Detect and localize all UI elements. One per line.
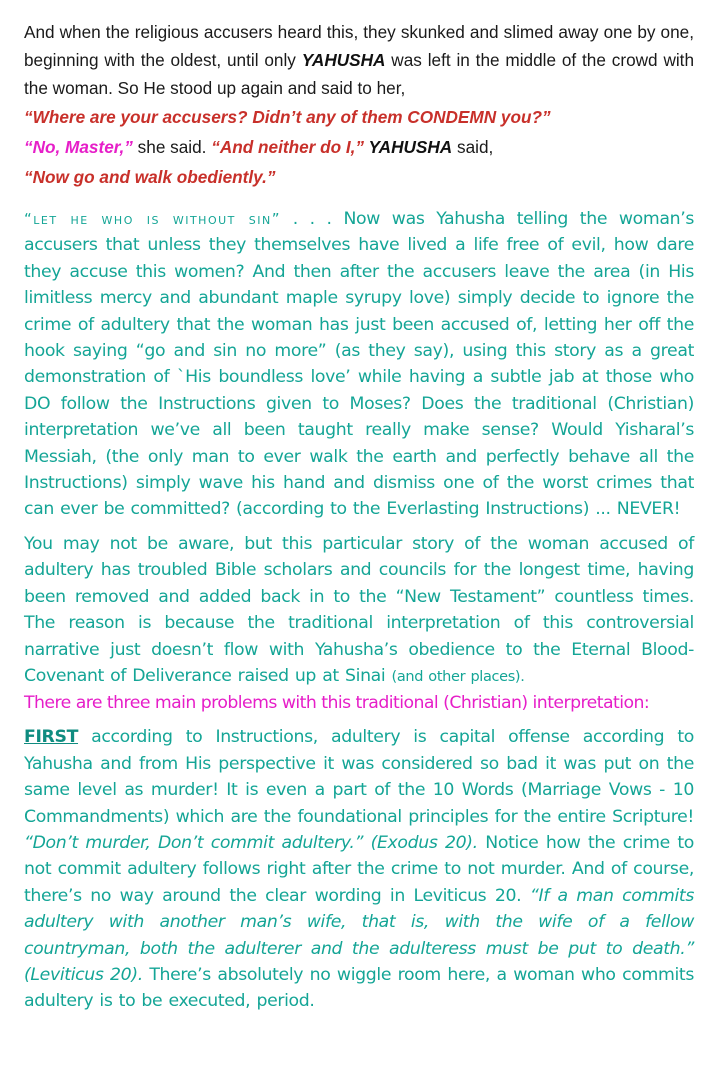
intro-paragraph (24, 18, 694, 102)
paragraph-3-text-c: There’s absolutely no wiggle room here, a woman who commits adultery is to be executed, period. (24, 964, 694, 1012)
commentary-paragraph-1 (24, 206, 694, 523)
quoted-phrase: “let he who is without sin” (24, 210, 281, 228)
paragraph-2-text: You may not be aware, but this particular story of the woman accused of adultery has troubled Bible scholars and councils for the longest time, having been removed and added back in to the “New Testament” countless times. The reason is because the traditional interpretation of this controversial narrative just doesn’t flow with Yahusha’s obedience to the Eternal Blood-Covenant of Deliverance raised up at Sinai (24, 533, 694, 686)
paragraph-2-small-note: (and other places). (391, 668, 525, 685)
dialogue-line-3: “Now go and walk obediently.” (24, 167, 276, 187)
said: said, (452, 137, 494, 157)
exodus-quote: “Don’t murder, Don’t commit adultery.” (Exodus 20). (24, 832, 478, 853)
dialogue-line-2 (24, 132, 694, 162)
paragraph-1-text: . . . Now was Yahusha telling the woman’s accusers that unless they themselves have lived a life free of evil, how dare they accuse this women? And then after the accusers leave the area (in His limitless mercy and abundant maple syrupy love) simply decide to ignore the crime of adultery that the woman has just been accused of, letting her off the hook saying “go and sin no more” (as they say), using this story as a great demonstration of `His boundless love’ while having a subtle jab at those who DO follow the Instructions given to Moses? Does the traditional (Christian) interpretation we’ve all been taught really make sense? Would Yisharal’s Messiah, (the only man to ever walk the earth and perfectly behave all the Instructions) simply wave his hand and dismiss one of the worst crimes that can ever be committed? (according to the Everlasting Instructions) ... NEVER! (24, 209, 694, 520)
document-page (24, 18, 694, 1015)
she-said: she said. (132, 137, 212, 157)
yahusha-name: YAHUSHA (301, 50, 386, 70)
commentary-paragraph-2 (24, 531, 694, 690)
paragraph-3-text-b: Notice how the crime to not commit adultery follows right after the crime to not murder. And of course, there’s no way around the clear wording in Leviticus 20. (24, 832, 694, 906)
intro-text-2: was left in the middle of the crowd with the woman. So He stood up again and said to her, (24, 50, 695, 98)
paragraph-3-text-a: according to Instructions, adultery is capital offense according to Yahusha and from His perspective it was considered so bad it was put on the same level as murder! It is even a part of the 10 Words (Marriage Vows - 10 Commandments) which are the foundational principles for the entire Scripture! (24, 727, 694, 827)
yahusha-quote: “And neither do I,” (211, 137, 365, 157)
first-label: FIRST (24, 727, 79, 748)
section-heading: There are three main problems with this traditional (Christian) interpretation: (24, 693, 650, 714)
leviticus-quote: “If a man commits adultery with another man’s wife, that is, with the wife of a fellow countryman, both the adulterer and the adulteress must be put to death.” (Leviticus 20). (24, 885, 695, 985)
yahusha-name-2: YAHUSHA (364, 137, 453, 157)
dialogue-line-1: “Where are your accusers? Didn’t any of them CONDEMN you?” (24, 107, 551, 127)
commentary-paragraph-3 (24, 724, 694, 1014)
intro-text-1: And when the religious accusers heard this, they skunked and slimed away one by one, beginning with the oldest, until only (24, 22, 694, 70)
woman-quote: “No, Master,” (24, 137, 133, 157)
